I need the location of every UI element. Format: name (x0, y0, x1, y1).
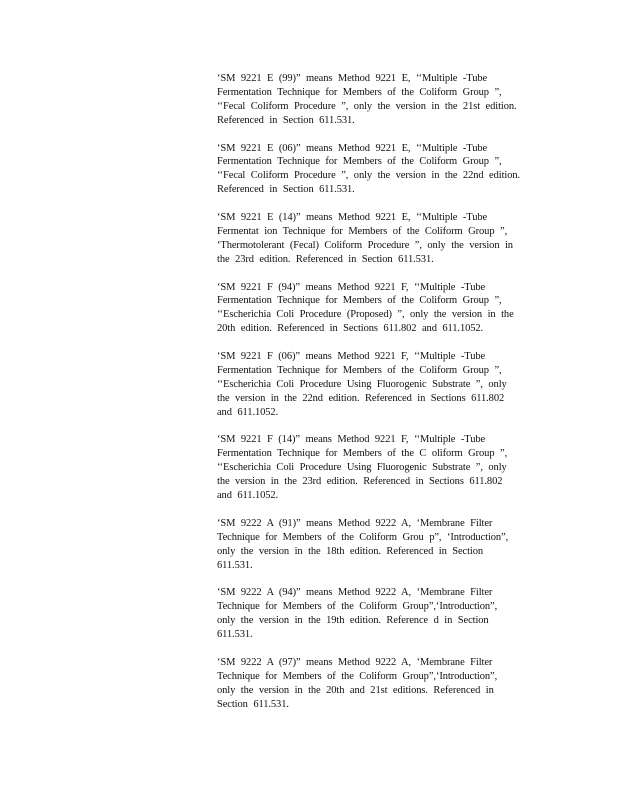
definition-entry (217, 211, 533, 267)
entry-line: ‘‘Escherichia Coli Procedure Using Fluorogenic Substrate ”, only (217, 462, 507, 474)
definition-entry (217, 281, 533, 337)
entry-line: Referenced in Section 611.531. (217, 184, 355, 196)
entry-line: Fermentation Technique for Members of the Coliform Group ”, (217, 295, 502, 307)
entry-line: ‘SM 9221 F (06)” means Method 9221 F, ‘‘Multiple -Tube (217, 351, 486, 363)
definition-entry (217, 433, 533, 503)
definition-entry (217, 72, 533, 128)
definition-entry (217, 350, 533, 420)
entry-line: ‘SM 9222 A (97)” means Method 9222 A, ‘Membrane Filter (217, 656, 493, 668)
entry-line: ‘SM 9221 F (94)” means Method 9221 F, ‘‘Multiple -Tube (217, 281, 486, 293)
definition-entry (217, 586, 533, 642)
entry-line: 20th edition. Referenced in Sections 611.802 and 611.1052. (217, 323, 484, 335)
entry-line: ‘SM 9221 E (14)” means Method 9221 E, ‘‘Multiple -Tube (217, 212, 488, 224)
entry-line: 611.531. (217, 629, 253, 641)
entry-line: Fermentation Technique for Members of the Coliform Group ”, (217, 156, 502, 168)
entry-line: Section 611.531. (217, 698, 289, 710)
entry-line: ‘‘Escherichia Coli Procedure (Proposed) ”, only the version in the (217, 309, 514, 321)
entry-line: Referenced in Section 611.531. (217, 114, 355, 126)
entry-line: and 611.1052. (217, 406, 279, 418)
entry-line: ‘SM 9221 F (14)” means Method 9221 F, ‘‘Multiple -Tube (217, 434, 486, 446)
entry-line: ‘‘Fecal Coliform Procedure ”, only the version in the 21st edition. (217, 100, 517, 112)
entry-line: ‘‘Fecal Coliform Procedure ”, only the version in the 22nd edition. (217, 170, 521, 182)
entry-line: Fermentation Technique for Members of the C oliform Group ”, (217, 448, 508, 460)
entry-line: only the version in the 19th edition. Reference d in Section (217, 615, 489, 627)
entry-line: the version in the 23rd edition. Referenced in Sections 611.802 (217, 476, 503, 488)
entry-line: ‘‘Escherichia Coli Procedure Using Fluorogenic Substrate ”, only (217, 378, 507, 390)
entry-line: Fermentation Technique for Members of the Coliform Group ”, (217, 86, 502, 98)
entry-line: and 611.1052. (217, 490, 279, 502)
entry-line: ‘SM 9221 E (06)” means Method 9221 E, ‘‘Multiple -Tube (217, 142, 488, 154)
entry-line: the 23rd edition. Referenced in Section 611.531. (217, 253, 434, 265)
entry-line: ‘SM 9222 A (91)” means Method 9222 A, ‘Membrane Filter (217, 517, 493, 529)
definition-entry (217, 142, 533, 198)
definition-entry (217, 656, 533, 712)
definition-list (217, 72, 533, 725)
entry-line: only the version in the 18th edition. Referenced in Section (217, 545, 484, 557)
entry-line: Technique for Members of the Coliform Group”,‘Introduction”, (217, 601, 498, 613)
entry-line: ‘SM 9222 A (94)” means Method 9222 A, ‘Membrane Filter (217, 587, 493, 599)
entry-line: 611.531. (217, 559, 253, 571)
entry-line: ‘SM 9221 E (99)” means Method 9221 E, ‘‘Multiple -Tube (217, 73, 488, 84)
entry-line: Technique for Members of the Coliform Grou p”, ‘Introduction”, (217, 531, 509, 543)
entry-line: Fermentat ion Technique for Members of the Coliform Group ”, (217, 225, 508, 237)
definition-entry (217, 517, 533, 573)
entry-line: Technique for Members of the Coliform Group”,‘Introduction”, (217, 670, 498, 682)
entry-line: only the version in the 20th and 21st editions. Referenced in (217, 684, 494, 696)
entry-line: the version in the 22nd edition. Referenced in Sections 611.802 (217, 392, 505, 404)
entry-line: ‘Thermotolerant (Fecal) Coliform Procedure ”, only the version in (217, 239, 513, 251)
entry-line: Fermentation Technique for Members of the Coliform Group ”, (217, 364, 502, 376)
